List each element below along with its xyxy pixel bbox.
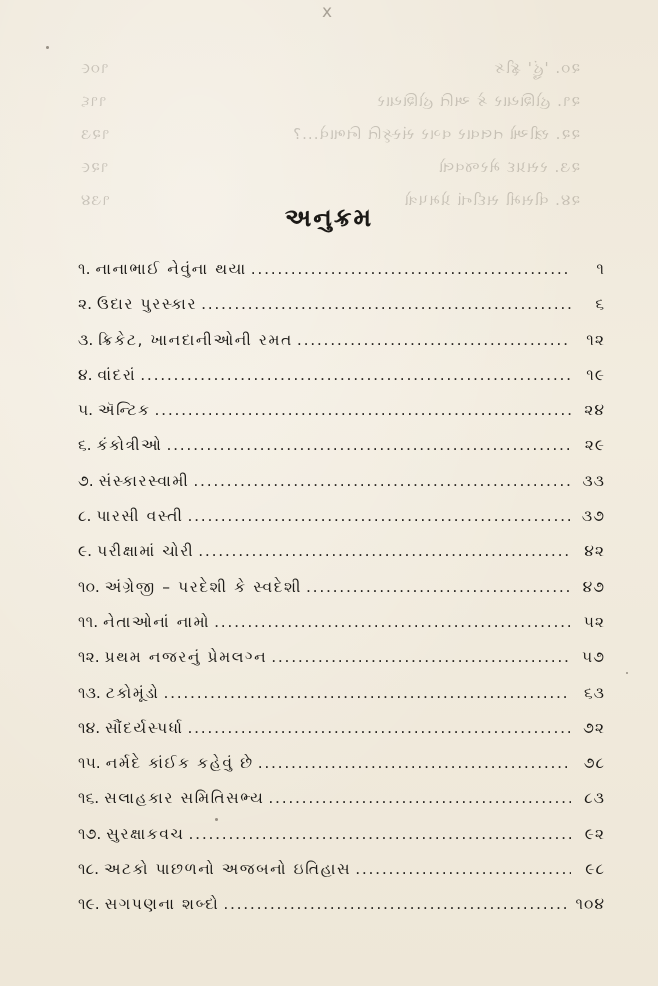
dot-leader bbox=[258, 746, 571, 781]
entry-number: ૧૪. bbox=[78, 718, 101, 737]
dot-leader bbox=[163, 676, 571, 711]
entry-number: ૧૮. bbox=[78, 860, 100, 879]
dot-leader bbox=[198, 534, 571, 569]
toc-entry bbox=[78, 393, 605, 428]
toc-entry bbox=[78, 640, 605, 675]
dot-leader bbox=[201, 287, 571, 322]
bleed-through-text bbox=[80, 52, 580, 217]
entry-title: પ્રથમ નજરનું પ્રેમલગ્ન bbox=[104, 648, 268, 667]
entry-title: નેતાઓનાં નામો bbox=[103, 612, 211, 631]
entry-page: ૧૯ bbox=[586, 365, 605, 384]
entry-number: ૪. bbox=[78, 365, 93, 384]
toc-entry bbox=[78, 499, 605, 534]
table-of-contents bbox=[78, 252, 605, 923]
entry-number: ૧૫. bbox=[78, 754, 101, 773]
entry-number: ૧. bbox=[78, 260, 91, 278]
dot-leader bbox=[297, 323, 571, 358]
entry-title: સંસ્કારસ્વામી bbox=[98, 471, 190, 490]
entry-page: ૯૮ bbox=[585, 860, 605, 879]
bleed-row bbox=[80, 85, 580, 118]
entry-page: ૧૦૪ bbox=[575, 895, 605, 914]
dot-leader bbox=[355, 852, 571, 887]
entry-number: ૧૯. bbox=[78, 895, 100, 914]
entry-page: ૩૩ bbox=[582, 471, 605, 490]
paper-speck bbox=[46, 46, 49, 49]
entry-title: ટકોમૂંડો bbox=[105, 683, 160, 702]
dot-leader bbox=[155, 393, 571, 428]
entry-page: ૭૨ bbox=[583, 718, 605, 737]
entry-title: સુરક્ષાકવચ bbox=[106, 824, 185, 843]
entry-page: ૬૩ bbox=[583, 683, 605, 702]
entry-title: અંગ્રેજી – પરદેશી કે સ્વદેશી bbox=[104, 577, 303, 596]
dot-leader bbox=[306, 570, 571, 605]
entry-title: વાંદરાં bbox=[97, 365, 137, 384]
dot-leader bbox=[189, 817, 571, 852]
bleed-row bbox=[80, 151, 580, 184]
toc-entry bbox=[78, 323, 605, 358]
toc-entry bbox=[78, 852, 605, 887]
entry-title: સૌંદર્યસ્પર્ધા bbox=[105, 718, 184, 737]
toc-entry bbox=[78, 711, 605, 746]
entry-title: નર્મદે કાંઈક કહેવું છે bbox=[105, 754, 254, 773]
entry-number: ૮. bbox=[78, 507, 92, 526]
entry-number: ૯. bbox=[78, 542, 93, 561]
entry-page: ૫૭ bbox=[582, 648, 605, 667]
entry-page: ૪૨ bbox=[584, 542, 605, 561]
dot-leader bbox=[251, 252, 571, 287]
entry-page: ૩૭ bbox=[581, 507, 605, 526]
toc-entry bbox=[78, 534, 605, 569]
entry-title: નાનાભાઈ નેવુંના થયા bbox=[95, 260, 247, 278]
entry-title: ઉદાર પુરસ્કાર bbox=[97, 295, 198, 314]
entry-page: ૭૮ bbox=[583, 754, 605, 773]
entry-number: ૭. bbox=[78, 471, 94, 490]
bleed-title: ૨૦. 'હું' ફ્રીક bbox=[493, 59, 580, 77]
toc-entry bbox=[78, 428, 605, 463]
bleed-title: ૨૩. રસપ્રદ મેરજવલો bbox=[437, 158, 580, 176]
dot-leader bbox=[140, 358, 571, 393]
dot-leader bbox=[193, 464, 571, 499]
page-title: અનુક્રમ bbox=[284, 203, 374, 232]
entry-number: ૬. bbox=[78, 436, 92, 455]
entry-number: ૧૭. bbox=[78, 824, 102, 843]
entry-page: ૮૩ bbox=[584, 789, 605, 808]
bleed-page: ૧૨૩ bbox=[80, 125, 110, 143]
entry-number: ૨. bbox=[78, 295, 93, 314]
toc-entry bbox=[78, 287, 605, 322]
dot-leader bbox=[214, 605, 571, 640]
entry-title: પારસી વસ્તી bbox=[96, 507, 184, 526]
toc-entry bbox=[78, 817, 605, 852]
toc-entry bbox=[78, 358, 605, 393]
toc-entry bbox=[78, 746, 605, 781]
bleed-title: ૨૧. હોશિયાર કે અતિ હોશિયાર bbox=[376, 92, 580, 110]
bleed-page: ૧૦૯ bbox=[80, 59, 109, 77]
entry-title: સગપણના શબ્દો bbox=[104, 895, 220, 914]
toc-entry bbox=[78, 887, 605, 922]
entry-title: સલાહકાર સમિતિસભ્ય bbox=[104, 789, 265, 808]
bleed-row bbox=[80, 52, 580, 85]
bleed-title: ૨૪. વીસમી સદીનાં પ્રેમપત્રો bbox=[403, 191, 580, 209]
dot-leader bbox=[223, 887, 571, 922]
entry-page: ૧ bbox=[596, 260, 605, 278]
entry-number: ૧૩. bbox=[78, 683, 101, 702]
entry-number: ૧૨. bbox=[78, 648, 100, 667]
entry-page: ૬ bbox=[595, 295, 605, 314]
dot-leader bbox=[268, 781, 571, 816]
entry-title: પરીક્ષામાં ચોરી bbox=[97, 542, 195, 561]
entry-page: ૫૨ bbox=[583, 612, 605, 631]
dot-leader bbox=[271, 640, 571, 675]
entry-number: ૧૦. bbox=[78, 577, 100, 596]
bleed-page: ૧૧૬ bbox=[80, 92, 107, 110]
page-number: x bbox=[322, 2, 333, 22]
toc-entry bbox=[78, 781, 605, 816]
entry-title: ક્રિકેટ, ખાનદાનીઓની રમત bbox=[98, 330, 293, 349]
dot-leader bbox=[187, 499, 571, 534]
entry-page: ૯૨ bbox=[584, 824, 605, 843]
entry-title: ઍન્ટિક bbox=[98, 401, 151, 420]
paper-speck bbox=[626, 672, 628, 674]
entry-number: ૩. bbox=[78, 330, 94, 349]
entry-title: કંકોત્રીઓ bbox=[96, 436, 163, 455]
entry-number: ૧૧. bbox=[78, 612, 99, 631]
toc-entry bbox=[78, 464, 605, 499]
entry-title: અટકો પાછળનો અજબનો ઇતિહાસ bbox=[104, 860, 352, 879]
entry-page: ૨૪ bbox=[584, 401, 605, 420]
bleed-page: ૧૩૪ bbox=[80, 191, 110, 209]
entry-page: ૪૭ bbox=[582, 577, 605, 596]
paper-speck bbox=[215, 818, 218, 821]
entry-number: ૧૬. bbox=[78, 789, 100, 808]
toc-entry bbox=[78, 252, 605, 287]
toc-entry bbox=[78, 570, 605, 605]
bleed-title: ૨૨. સ્ત્રીઓ તલવાર વગર સંસ્કૃતિ નિભાવે...? bbox=[292, 125, 580, 143]
toc-entry bbox=[78, 605, 605, 640]
entry-number: ૫. bbox=[78, 401, 94, 420]
bleed-page: ૧૨૯ bbox=[80, 158, 109, 176]
entry-page: ૧૨ bbox=[586, 330, 605, 349]
bleed-row bbox=[80, 118, 580, 151]
entry-page: ૨૯ bbox=[584, 436, 605, 455]
dot-leader bbox=[166, 428, 571, 463]
toc-entry bbox=[78, 676, 605, 711]
dot-leader bbox=[187, 711, 571, 746]
